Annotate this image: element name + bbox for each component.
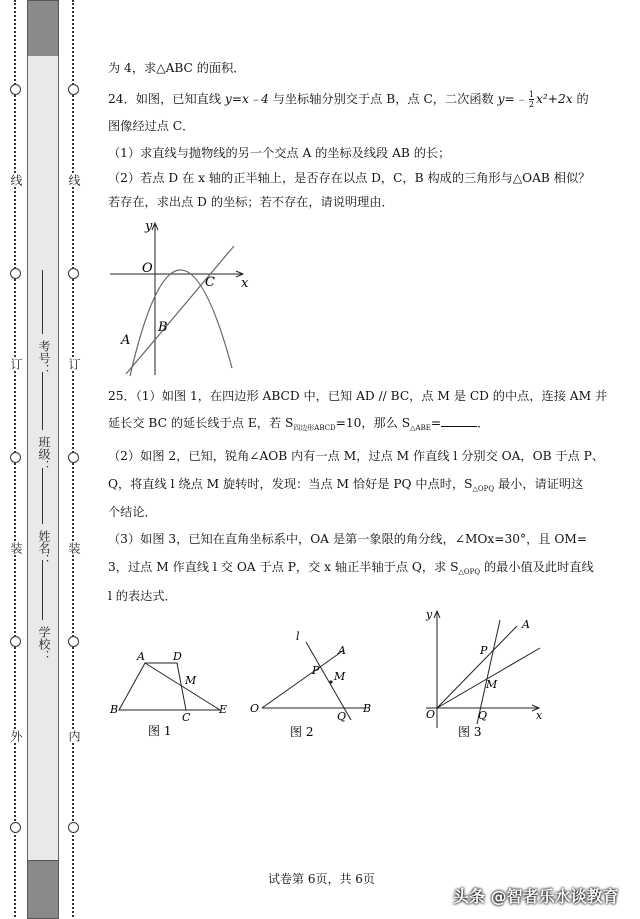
q25-p1-text-a: 延长交 BC 的延长线于点 E，若 S: [108, 416, 294, 430]
q24-stem-c: 的: [572, 92, 589, 106]
fig3-label-y: y: [426, 608, 433, 621]
outer-label-zhuang: 装: [9, 542, 23, 554]
q25-part3-line2: [108, 561, 594, 576]
q25-part3-line1: （3）如图 3，已知在直角坐标系中，OA 是第一象限的角分线，∠MOx=30°，且 OM=: [108, 532, 588, 546]
q25-p1-sub-quad: 四边形ABCD: [293, 424, 336, 432]
q25-p2-text-a: Q，将直线 l 绕点 M 旋转时，发现：当点 M 恰好是 PQ 中点时，S: [108, 477, 473, 491]
binding-hole-6: [68, 84, 79, 95]
field-school: 学校：: [37, 626, 51, 662]
q25-part3-line3: l 的表达式．: [108, 589, 177, 603]
q25-figure-1: [108, 646, 233, 738]
inner-label-zhuang: 装: [67, 542, 81, 554]
q25-p3-sub: △OPQ: [458, 568, 481, 576]
fig1-label-D: D: [173, 650, 182, 663]
fig3-line-OA: [437, 626, 517, 708]
q25-figure-3: [420, 606, 550, 738]
q24-fraction: [529, 90, 534, 109]
inner-label-xian: 线: [67, 174, 81, 186]
fig2-label-M: M: [334, 670, 346, 683]
q24-label-C: C: [205, 275, 215, 290]
fig1-caption: 图 1: [148, 724, 172, 738]
q24-quad-equation-pre: y=﹣: [497, 92, 527, 106]
page-footer: 试卷第 6页，共 6页: [268, 872, 375, 886]
q24-label-A: A: [121, 333, 131, 348]
binding-hole-4: [10, 636, 21, 647]
inner-label-nei: 内: [67, 730, 81, 742]
fig3-label-M: M: [486, 678, 498, 691]
fig2-label-Q: Q: [337, 710, 347, 723]
q24-line-equation: y=x﹣4: [224, 92, 269, 106]
fig1-label-B: B: [110, 703, 119, 716]
q25-part2-line3: 个结论．: [108, 505, 157, 519]
q24-stem-line1: [108, 90, 589, 109]
fig3-label-P: P: [480, 644, 488, 657]
q25-p1-text-end: ．: [477, 416, 490, 430]
fig2-caption: 图 2: [290, 725, 314, 738]
field-class: 班级：: [37, 436, 51, 472]
fig2-ray-OA: [262, 650, 344, 708]
binding-hole-3: [10, 452, 21, 463]
q25-part2-line1: （2）如图 2，已知，锐角∠AOB 内有一点 M，过点 M 作直线 l 分别交 OA，OB 于点 P、: [108, 449, 605, 463]
binding-top-block: [27, 0, 59, 58]
q25-p1-text-b: =10，那么 S: [335, 416, 411, 430]
q25-p3-text-b: 的最小值及此时直线: [480, 560, 594, 574]
q25-part1-line2: [108, 416, 489, 432]
q24-part1: （1）求直线与抛物线的另一个交点 A 的坐标及线段 AB 的长；: [108, 146, 451, 160]
binding-hole-9: [68, 636, 79, 647]
outer-label-ding: 订: [9, 358, 23, 370]
q25-part1-line1: 25．（1）如图 1，在四边形 ABCD 中，已知 AD // BC，点 M 是 CD 的中点，连接 AM 并: [108, 389, 608, 403]
binding-margin: [0, 0, 100, 917]
fig1-label-A: A: [137, 650, 145, 663]
q25-p1-text-c: =: [430, 416, 442, 430]
q25-part2-line2: [108, 478, 583, 493]
fig3-label-O: O: [426, 708, 436, 721]
q24-parabola: [130, 270, 232, 376]
question-tail: 为 4，求△ABC 的面积．: [108, 61, 246, 75]
fig1-label-E: E: [219, 703, 228, 716]
q24-number: 24．: [108, 92, 136, 106]
field-school-line[interactable]: [42, 560, 43, 620]
fig2-label-O: O: [250, 702, 260, 715]
q25-p1-sub-tri: △ABE: [410, 424, 431, 432]
q25-figure-2: [248, 626, 383, 738]
field-class-line[interactable]: [42, 372, 43, 430]
fig3-caption: 图 3: [458, 725, 482, 738]
field-name: 姓名：: [37, 530, 51, 566]
watermark: 头条 @智者乐水谈教育: [453, 887, 619, 906]
q24-label-O: O: [142, 261, 153, 276]
binding-hole-2: [10, 268, 21, 279]
binding-hole-10: [68, 822, 79, 833]
q25-p1-answer-blank[interactable]: [441, 416, 477, 427]
q25-p2-sub: △OPQ: [472, 485, 495, 493]
binding-hole-1: [10, 84, 21, 95]
q24-quad-equation-post: x²+2x: [535, 92, 573, 106]
binding-hole-8: [68, 452, 79, 463]
q24-label-x: x: [241, 276, 249, 291]
q24-part2-line1: （2）若点 D 在 x 轴的正半轴上，是否存在以点 D，C，B 构成的三角形与△OAB 相似？: [108, 171, 591, 185]
fig2-label-A: A: [338, 644, 346, 657]
fig2-label-P: P: [312, 664, 320, 677]
q24-figure: [108, 218, 268, 378]
q25-p3-text-a: 3，过点 M 作直线 l 交 OA 于点 P，交 x 轴正半轴于点 Q，求 S: [108, 560, 459, 574]
fig3-label-x: x: [536, 709, 543, 722]
fig2-label-l: l: [296, 630, 300, 643]
q25-p2-text-b: 最小，请证明这: [494, 477, 584, 491]
inner-label-ding: 订: [67, 358, 81, 370]
binding-hole-7: [68, 268, 79, 279]
q24-frac-den: 2: [528, 100, 534, 109]
q24-stem-b: 与坐标轴分别交于点 B，点 C，二次函数: [268, 92, 498, 106]
fig1-quadrilateral: [119, 663, 186, 710]
field-exam-number: 考号：: [37, 340, 51, 376]
binding-bottom-block: [27, 860, 59, 919]
fig1-line-AE: [145, 663, 220, 710]
q24-label-y: y: [145, 219, 153, 234]
binding-hole-5: [10, 822, 21, 833]
q24-frac-num: 1: [528, 90, 534, 99]
fig2-point-M: [329, 680, 332, 683]
outer-label-xian: 线: [9, 174, 23, 186]
field-exam-number-line[interactable]: [42, 270, 43, 334]
q24-stem-a: 如图，已知直线: [135, 92, 225, 106]
fig3-label-A: A: [522, 618, 530, 631]
fig3-label-Q: Q: [478, 709, 488, 722]
outer-label-wai: 外: [9, 730, 23, 742]
q24-stem-line2: 图像经过点 C．: [108, 119, 195, 133]
q24-label-B: B: [158, 320, 168, 335]
q24-part2-line2: 若存在，求出点 D 的坐标；若不存在，请说明理由．: [108, 195, 394, 209]
fig1-label-C: C: [182, 711, 191, 724]
fig1-label-M: M: [185, 674, 197, 687]
field-name-line[interactable]: [42, 468, 43, 524]
fig2-label-B: B: [363, 702, 372, 715]
